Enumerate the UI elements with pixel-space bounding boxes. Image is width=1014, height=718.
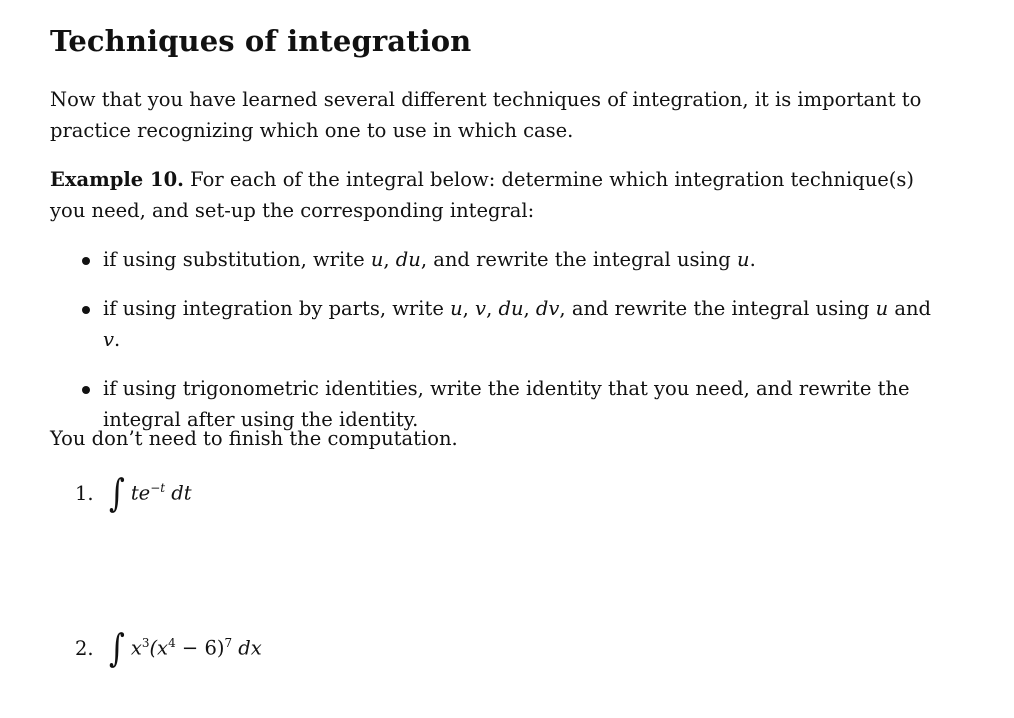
bullet-icon [82,257,90,265]
problem-number: 1. [75,481,94,505]
integrand [131,481,192,505]
problem-2 [75,623,262,673]
integrand-exponent: 4 [168,636,176,651]
problem-number: 2. [75,636,94,660]
integrand-exponent: −t [150,481,166,496]
math-var: u [737,248,750,271]
integral-sign-icon: ∫ [108,626,125,670]
math-var: u [450,297,463,320]
math-var: dv [535,297,560,320]
page-title: Techniques of integration [50,24,472,58]
example-paragraph [50,164,950,226]
text-fragment: if using integration by parts, write [103,297,451,320]
bullet-icon [82,386,90,394]
integrand-part: − 6) [175,636,225,660]
text-fragment: , and rewrite the integral using [559,297,876,320]
math-var: u [875,297,889,320]
text-fragment: . [114,328,121,351]
integrand-exponent: 7 [224,636,233,651]
example-text: For each of the integral below: determine which integration technique(s) you need, and set-up the corresponding integral: [50,168,915,222]
math-var: du [395,248,421,271]
list-item-parts [80,293,950,355]
closing-paragraph: You don’t need to finish the computation. [50,427,458,450]
instruction-list [80,244,950,453]
text-fragment: if using substitution, write [103,248,371,271]
math-var: v [103,328,115,351]
list-item-substitution [80,244,950,275]
math-var: v [475,297,487,320]
text-fragment: and [888,297,932,320]
differential: dx [238,636,262,660]
problem-1 [75,468,192,518]
integrand-exponent: 3 [141,636,150,651]
integrand-part: (x [149,636,169,660]
integral-sign-icon: ∫ [108,471,125,515]
integrand [131,636,262,660]
text-fragment: if using trigonometric identities, write the identity that you need, and rewrite the integral after using the identity. [103,377,910,431]
math-var: u [370,248,384,271]
text-fragment: . [749,248,756,271]
text-fragment: , [486,297,499,320]
text-fragment: , [462,297,476,320]
text-fragment: , and rewrite the integral using [420,248,737,271]
integrand-base: te [130,481,151,505]
integrand-part: x [130,636,142,660]
text-fragment: , [383,248,396,271]
bullet-icon [82,306,90,314]
text-fragment: , [523,297,536,320]
differential: dt [171,481,192,505]
intro-paragraph: Now that you have learned several different techniques of integration, it is important to practice recognizing which one to use in which case. [50,88,922,142]
example-label: Example 10. [50,168,184,191]
math-var: du [498,297,524,320]
